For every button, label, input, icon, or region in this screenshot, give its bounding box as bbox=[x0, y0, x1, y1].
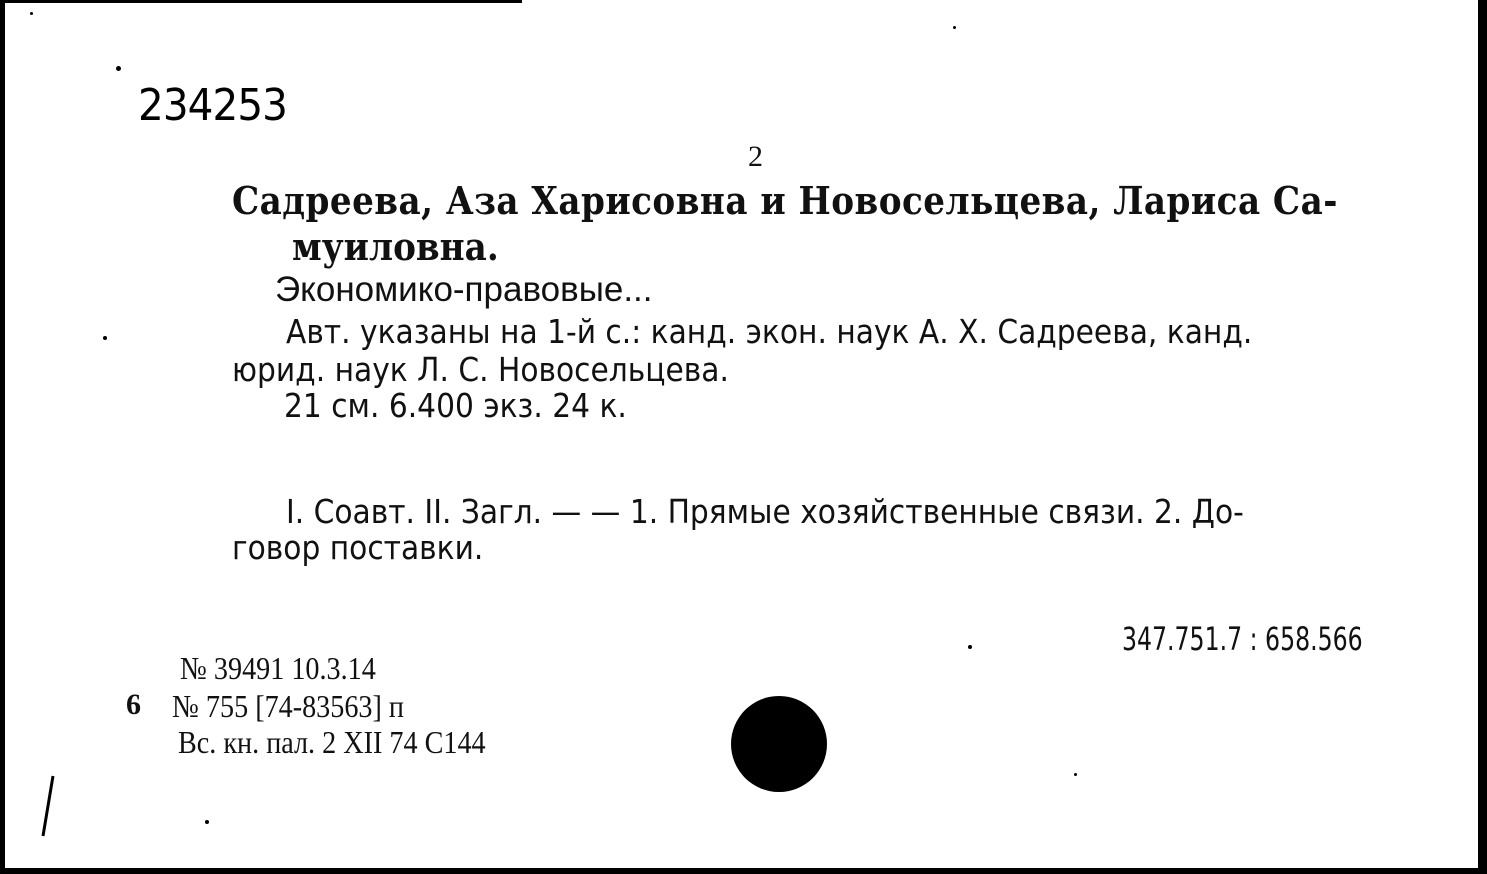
physical-description: 21 см. 6.400 экз. 24 к. bbox=[284, 386, 627, 425]
inventory-number: 234253 bbox=[138, 80, 288, 131]
authors-line-1: Садреева, Аза Харисовна и Новосельцева, Лариса Са- bbox=[232, 178, 1338, 223]
card-edge-top bbox=[0, 0, 522, 3]
card-number: 2 bbox=[748, 140, 763, 173]
accession-line-2: № 755 [74-83563] п bbox=[172, 688, 404, 724]
speck-mark bbox=[205, 820, 209, 824]
card-edge-left bbox=[0, 0, 5, 874]
speck-mark bbox=[953, 26, 956, 29]
pencil-stroke-mark bbox=[38, 774, 58, 838]
card-edge-bottom bbox=[0, 868, 1487, 874]
speck-mark bbox=[116, 66, 121, 71]
book-title: Экономико-правовые... bbox=[275, 270, 653, 309]
accession-line-1: № 39491 10.3.14 bbox=[180, 650, 376, 686]
author-note-line-1: Авт. указаны на 1-й с.: канд. экон. наук А. Х. Садреева, канд. bbox=[286, 312, 1253, 351]
authors-line-2: муиловна. bbox=[292, 224, 499, 269]
accession-line-3: Вс. кн. пал. 2 XII 74 С144 bbox=[178, 724, 486, 760]
card-edge-right bbox=[1478, 0, 1487, 874]
udc-classification: 347.751.7 : 658.566 bbox=[1122, 620, 1363, 658]
accession-prefix: 6 bbox=[126, 688, 141, 721]
speck-mark bbox=[30, 12, 33, 15]
speck-mark bbox=[1074, 773, 1077, 776]
speck-mark bbox=[968, 645, 972, 649]
speck-mark bbox=[103, 336, 107, 340]
author-note-line-2: юрид. наук Л. С. Новосельцева. bbox=[232, 350, 729, 389]
tracing-line-1: I. Соавт. II. Загл. — — 1. Прямые хозяйственные связи. 2. До- bbox=[286, 492, 1244, 531]
tracing-line-2: говор поставки. bbox=[232, 528, 484, 567]
punch-hole bbox=[731, 696, 827, 792]
